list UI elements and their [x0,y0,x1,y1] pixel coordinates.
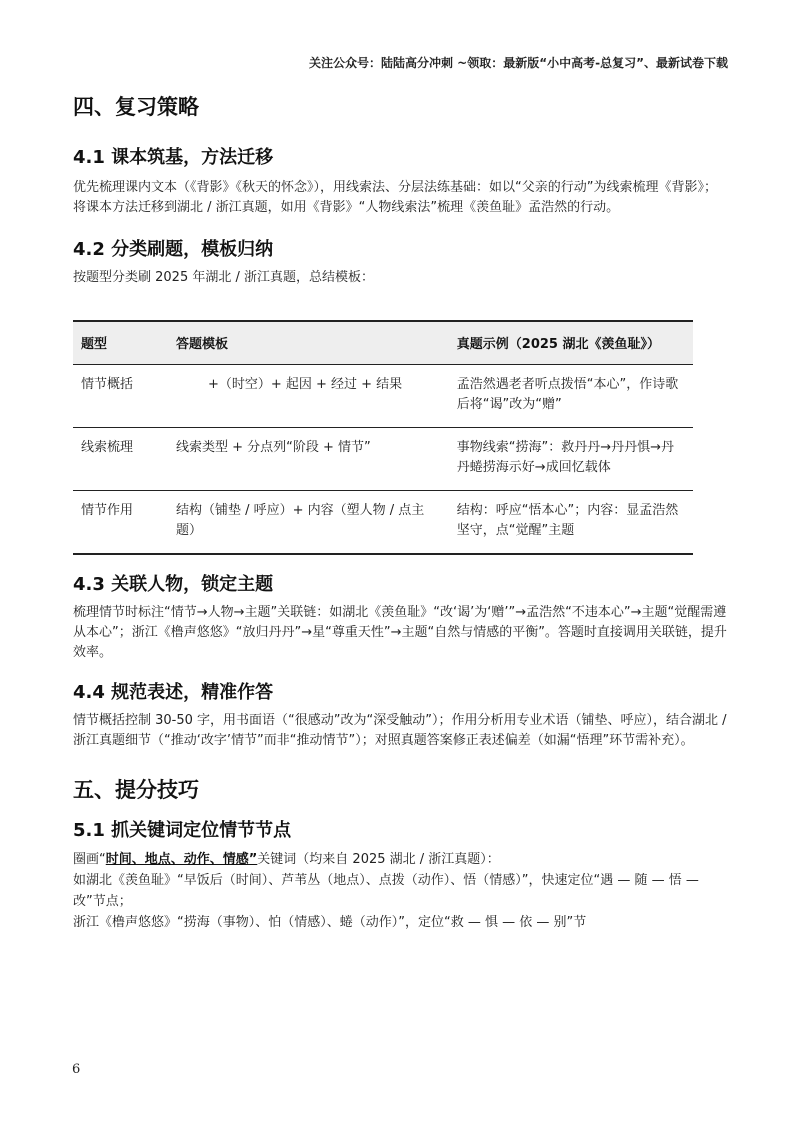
section-4-title: 四、复习策略 [73,95,199,119]
section-4-1-body: 优先梳理课内文本（《背影》《秋天的怀念》），用线索法、分层法练基础：如以“父亲的行动”为线索梳理《背影》；将课本方法迁移到湖北 / 浙江真题，如用《背影》“人物线索法”梳理《羡鱼耻》孟浩然的行动。 [73,180,717,215]
line-1-suffix: 关键词（均来自 2025 湖北 / 浙江真题）： [257,852,500,867]
table-header-row [73,321,693,365]
template-table [73,320,693,555]
keyword-highlight: 时间、地点、动作、情感” [105,852,258,867]
section-4-3-body: 梳理情节时标注“情节→人物→主题”关联链：如湖北《羡鱼耻》“改‘谒’为‘赠’”→孟浩然“不违本心”→主题“觉醒需遵从本心”；浙江《橹声悠悠》“放归丹丹”→星“尊重天性”→主题“自然与情感的平衡”。答题时直接调用关联链，提升效率。 [73,605,727,660]
section-4-2-title: 4.2 分类刷题，模板归纳 [73,239,274,260]
table-cell: 情节概括 [81,377,134,392]
section-5-1-line-1 [73,849,728,870]
table-header-cell: 答题模板 [175,337,228,352]
page-header: 关注公众号：陆陆高分冲刺 ~领取：最新版“小中高考-总复习”、最新试卷下载 [309,56,728,70]
table-header-cell: 真题示例（2025 湖北《羡鱼耻》） [456,337,661,352]
table-cell: 结构（铺垫 / 呼应）+ 内容（塑人物 / 点主题） [175,503,425,538]
table-row [73,365,693,428]
page-number: 6 [72,1062,81,1077]
section-5-1-title: 5.1 抓关键词定位情节节点 [73,820,292,841]
section-5-1-line-3: 浙江《橹声悠悠》“捞海（事物）、怕（情感）、蜷（动作）”，定位“救 — 惧 — 依 — 别”节 [73,915,587,930]
main-content [73,92,728,933]
table-row [73,428,693,491]
table-row [73,491,693,555]
section-4-3-title: 4.3 关联人物，锁定主题 [73,574,274,595]
section-4-4-title: 4.4 规范表述，精准作答 [73,682,274,703]
table-cell: 孟浩然遇老者听点拨悟“本心”，作诗歌后将“谒”改为“赠” [456,377,679,412]
table-cell: 情节作用 [81,503,134,518]
section-5-1-line-2: 如湖北《羡鱼耻》“早饭后（时间）、芦苇丛（地点）、点拨（动作）、悟（情感）”，快速定位“遇 — 随 — 悟 — 改”节点； [73,873,699,909]
table-cell: +（时空）+ 起因 + 经过 + 结果 [207,377,403,392]
table-cell: 线索类型 + 分点列“阶段 + 情节” [175,440,371,455]
table-cell: 事物线索“捞海”：救丹丹→丹丹惧→丹丹蜷捞海示好→成回忆载体 [456,440,675,475]
section-4-1-title: 4.1 课本筑基，方法迁移 [73,147,274,168]
section-4-2-body: 按题型分类刷 2025 年湖北 / 浙江真题，总结模板： [73,270,374,285]
section-5-title: 五、提分技巧 [73,778,199,802]
line-1-prefix: 圈画“ [73,852,106,867]
table-cell: 结构：呼应“悟本心”；内容：显孟浩然坚守，点“觉醒”主题 [456,503,679,538]
table-header-cell: 题型 [81,337,108,352]
section-4-4-body: 情节概括控制 30-50 字，用书面语（“很感动”改为“深受触动”）；作用分析用专业术语（铺垫、呼应），结合湖北 / 浙江真题细节（“推动‘改字’情节”而非“推动情节”）；对照真题答案修正表述偏差（如漏“悟理”环节需补充）。 [73,713,727,748]
table-cell: 线索梳理 [81,440,134,455]
